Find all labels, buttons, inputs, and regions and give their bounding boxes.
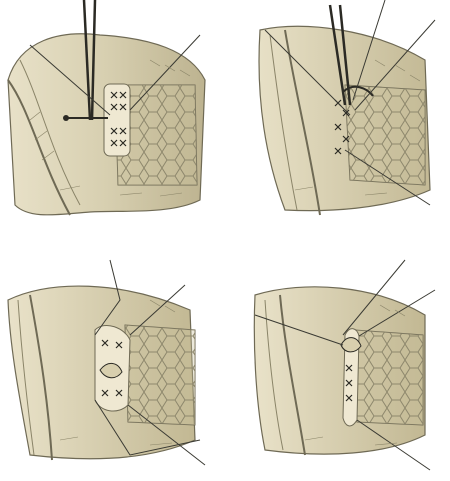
panel-top-right xyxy=(225,0,450,240)
panel-bottom-right xyxy=(225,240,450,481)
panel-top-left xyxy=(0,0,225,240)
panel-bottom-left-drawing xyxy=(0,240,225,481)
panel-top-right-drawing xyxy=(225,0,450,240)
panel-top-left-drawing xyxy=(0,0,225,240)
panel-bottom-left xyxy=(0,240,225,481)
panel-bottom-right-drawing xyxy=(225,240,450,481)
